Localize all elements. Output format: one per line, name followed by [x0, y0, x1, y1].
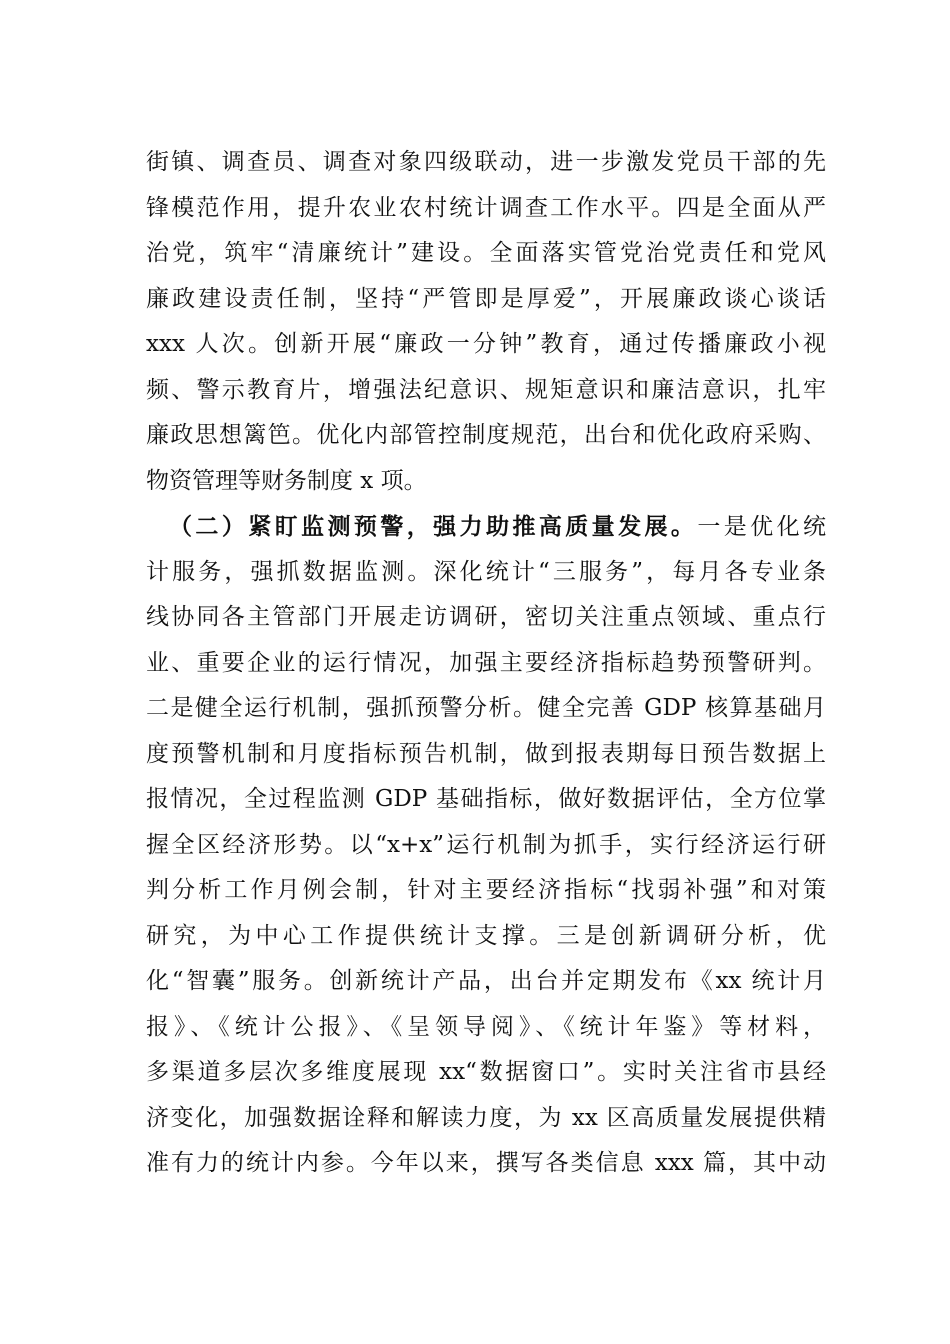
- text-line: 街镇、调查员、调查对象四级联动，进一步激发党员干部的先: [146, 149, 826, 175]
- section-heading-line: [146, 504, 826, 550]
- text-fragment: 一是优化统: [697, 514, 827, 540]
- text-line: 物资管理等财务制度 x 项。: [146, 467, 427, 494]
- text-line: 多渠道多层次多维度展现 xx“数据窗口”。实时关注省市县经: [146, 1059, 826, 1085]
- text-line: 报情况，全过程监测 GDP 基础指标，做好数据评估，全方位掌: [146, 786, 826, 812]
- text-line: 握全区经济形势。以“x+x”运行机制为抓手，实行经济运行研: [146, 831, 826, 858]
- text-line: 报》、《统计公报》、《呈领导阅》、《统计年鉴》等材料，: [146, 1013, 826, 1040]
- text-line: 线协同各主管部门开展走访调研，密切关注重点领域、重点行: [146, 604, 826, 630]
- section-heading: （二）紧盯监测预警，强力助推高质量发展。: [169, 513, 698, 540]
- text-line: 计服务，强抓数据监测。深化统计“三服务”，每月各专业条: [146, 558, 826, 585]
- text-line: 业、重要企业的运行情况，加强主要经济指标趋势预警研判。: [146, 649, 826, 676]
- text-line: 判分析工作月例会制，针对主要经济指标“找弱补强”和对策: [146, 877, 826, 903]
- text-line: 频、警示教育片，增强法纪意识、规矩意识和廉洁意识，扎牢: [146, 376, 826, 403]
- text-line: 二是健全运行机制，强抓预警分析。健全完善 GDP 核算基础月: [146, 695, 826, 721]
- text-line: 锋模范作用，提升农业农村统计调查工作水平。四是全面从严: [146, 194, 826, 221]
- text-line: 治党，筑牢“清廉统计”建设。全面落实管党治党责任和党风: [146, 240, 826, 266]
- text-line: 研究，为中心工作提供统计支撑。三是创新调研分析，优: [146, 922, 826, 949]
- text-line: 化“智囊”服务。创新统计产品，出台并定期发布《xx 统计月: [146, 968, 826, 994]
- text-line: xxx 人次。创新开展“廉政一分钟”教育，通过传播廉政小视: [146, 331, 826, 357]
- body-text: [146, 140, 826, 1187]
- text-line: 济变化，加强数据诠释和解读力度，为 xx 区高质量发展提供精: [146, 1104, 826, 1131]
- text-line: 廉政建设责任制，坚持“严管即是厚爱”，开展廉政谈心谈话: [146, 285, 826, 312]
- text-line: 度预警机制和月度指标预告机制，做到报表期每日预告数据上: [146, 740, 826, 767]
- text-line: 准有力的统计内参。今年以来，撰写各类信息 xxx 篇，其中动: [146, 1150, 826, 1176]
- text-line: 廉政思想篱笆。优化内部管控制度规范，出台和优化政府采购、: [146, 422, 826, 448]
